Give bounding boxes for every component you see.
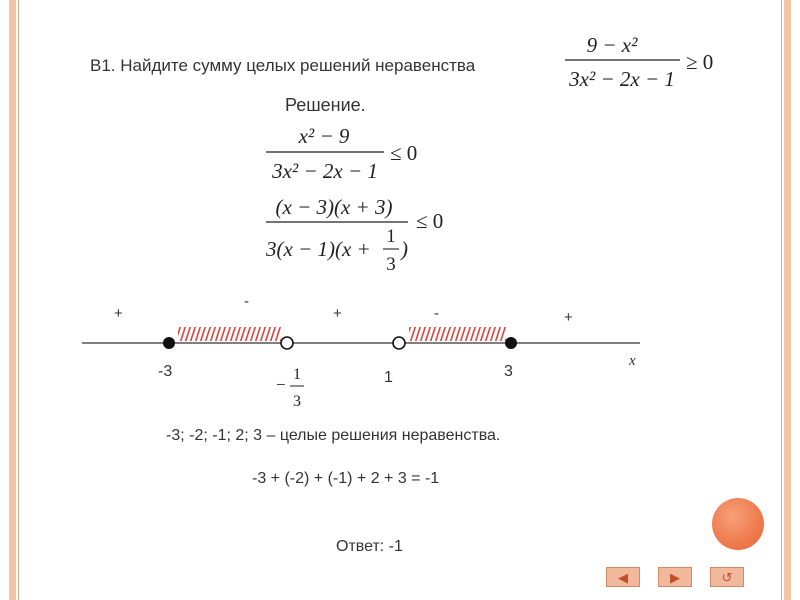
- point-three: [505, 337, 517, 349]
- step2-numerator: (x − 3)(x + 3): [275, 195, 393, 219]
- step2-frac-num: 1: [386, 226, 396, 247]
- inequality-sign: ≥ 0: [686, 50, 714, 74]
- minus-third-sign: −: [276, 375, 286, 394]
- return-icon: ↺: [721, 569, 733, 585]
- point-label-minus-three: -3: [158, 363, 173, 380]
- task-text: В1. Найдите сумму целых решений неравенства: [90, 56, 476, 75]
- sum-text: -3 + (-2) + (-1) + 2 + 3 = -1: [252, 470, 440, 487]
- step1-numerator: x² − 9: [298, 124, 350, 148]
- answer-text: Ответ: -1: [336, 538, 403, 555]
- return-button[interactable]: [710, 567, 744, 587]
- point-label-one: 1: [384, 369, 393, 386]
- interval-sign-4: -: [434, 305, 439, 322]
- step2-sign: ≤ 0: [416, 209, 444, 233]
- interval-sign-2: -: [244, 293, 249, 310]
- interval-sign-5: +: [564, 309, 573, 326]
- step2-denominator-suffix: ): [401, 237, 408, 261]
- hatch-region-left: [178, 327, 281, 341]
- inequality-denominator: 3x² − 2x − 1: [569, 67, 675, 91]
- solution-title: Решение.: [285, 95, 366, 115]
- point-minus-three: [163, 337, 175, 349]
- integer-solutions-text: -3; -2; -1; 2; 3 – целые решения неравенства.: [166, 427, 501, 444]
- step2-frac-den: 3: [386, 254, 396, 275]
- step1-sign: ≤ 0: [390, 141, 418, 165]
- prev-arrow-icon: ◀: [618, 569, 628, 585]
- step1-denominator: 3x² − 2x − 1: [272, 159, 378, 183]
- point-label-minus-one-third: [276, 366, 304, 410]
- point-label-three: 3: [504, 363, 513, 380]
- prev-slide-button[interactable]: [606, 567, 640, 587]
- next-slide-button[interactable]: [658, 567, 692, 587]
- point-one: [393, 337, 405, 349]
- hatch-region-right: [409, 327, 506, 341]
- interval-sign-1: +: [114, 305, 123, 322]
- slide-navigation: [606, 567, 762, 589]
- step2-denominator-prefix: 3(x − 1)(x +: [266, 237, 371, 261]
- minus-third-den: 3: [293, 393, 301, 410]
- decorative-orb: [712, 498, 764, 550]
- next-arrow-icon: ▶: [670, 569, 680, 585]
- axis-label-x: x: [629, 353, 636, 369]
- minus-third-num: 1: [293, 366, 301, 383]
- interval-sign-3: +: [333, 305, 342, 322]
- point-minus-one-third: [281, 337, 293, 349]
- inequality-numerator: 9 − x²: [586, 33, 638, 57]
